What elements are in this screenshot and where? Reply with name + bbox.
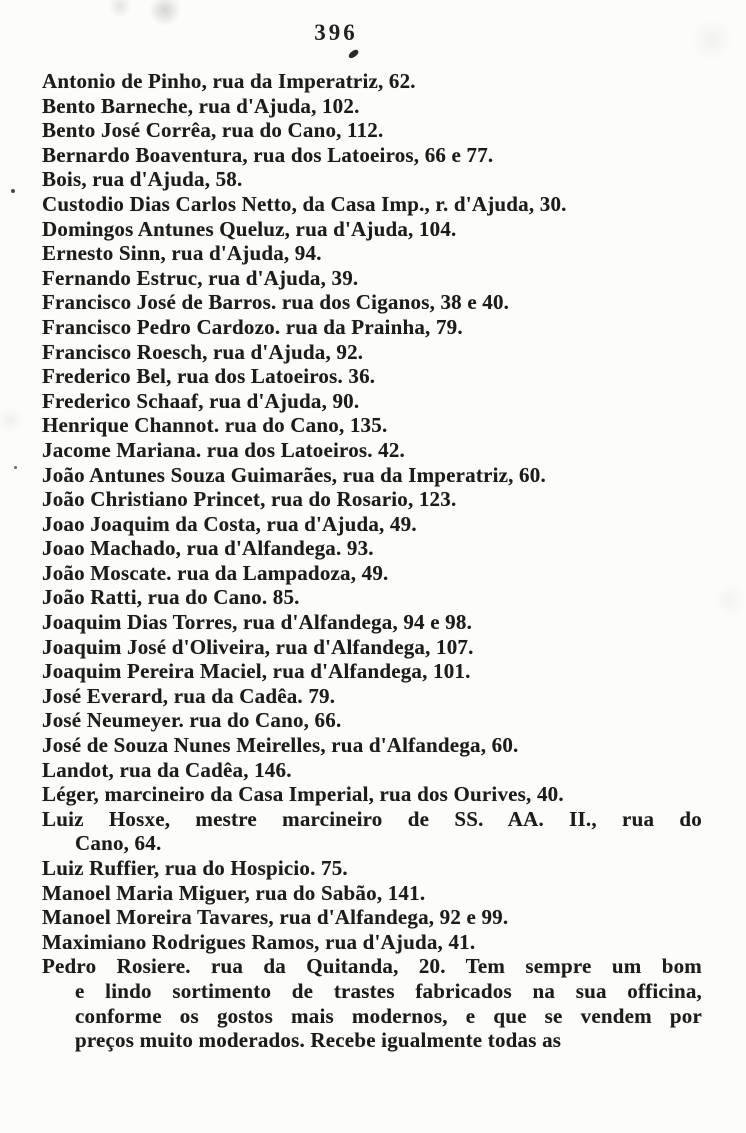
directory-entry bbox=[42, 463, 702, 488]
entry-line: Manoel Maria Miguer, rua do Sabão, 141. bbox=[42, 880, 426, 905]
ink-speck bbox=[11, 189, 15, 193]
directory-entry bbox=[42, 389, 702, 414]
entry-line: Maximiano Rodrigues Ramos, rua d'Ajuda, 41. bbox=[42, 929, 476, 954]
entry-line: Luiz Ruffier, rua do Hospicio. 75. bbox=[42, 856, 348, 880]
directory-entry bbox=[42, 143, 702, 168]
entry-line: Bois, rua d'Ajuda, 58. bbox=[42, 167, 243, 192]
entry-line: Manoel Moreira Tavares, rua d'Alfandega, 92 e 99. bbox=[42, 905, 509, 930]
directory-entry bbox=[42, 512, 702, 537]
entry-line: Joaquim Pereira Maciel, rua d'Alfandega, 101. bbox=[42, 659, 471, 684]
entry-line: Léger, marcineiro da Casa Imperial, rua dos Ourives, 40. bbox=[42, 782, 564, 807]
entry-line: João Antunes Souza Guimarães, rua da Imperatriz, 60. bbox=[42, 462, 546, 487]
directory-entry bbox=[42, 94, 702, 119]
directory-entry bbox=[42, 118, 702, 143]
directory-entry bbox=[42, 708, 702, 733]
directory-entry bbox=[42, 438, 702, 463]
entry-line: Francisco José de Barros. rua dos Ciganos, 38 e 40. bbox=[42, 290, 510, 315]
directory-entry bbox=[42, 315, 702, 340]
entry-line: Joaquim Dias Torres, rua d'Alfandega, 94 e 98. bbox=[42, 610, 473, 635]
entry-line: Bento Barneche, rua d'Ajuda, 102. bbox=[42, 93, 360, 118]
entry-line: Joaquim José d'Oliveira, rua d'Alfandega, 107. bbox=[42, 634, 474, 659]
directory-entry bbox=[42, 167, 702, 192]
directory-entry bbox=[42, 266, 702, 291]
entry-line: Frederico Schaaf, rua d'Ajuda, 90. bbox=[42, 388, 360, 413]
entry-line: Antonio de Pinho, rua da Imperatriz, 62. bbox=[42, 69, 416, 93]
directory-entry bbox=[42, 807, 702, 856]
directory-entry bbox=[42, 905, 702, 930]
entry-line: Cano, 64. bbox=[75, 831, 162, 856]
entry-line: Landot, rua da Cadêa, 146. bbox=[42, 757, 292, 782]
directory-entry bbox=[42, 364, 702, 389]
directory-entry bbox=[42, 536, 702, 561]
entry-line: João Moscate. rua da Lampadoza, 49. bbox=[42, 560, 389, 585]
entry-line: Pedro Rosiere. rua da Quitanda, 20. Tem sempre um bom bbox=[42, 954, 702, 979]
entry-line: Domingos Antunes Queluz, rua d'Ajuda, 104. bbox=[42, 216, 457, 241]
page-number: 396 bbox=[314, 20, 358, 45]
directory-entry bbox=[42, 413, 702, 438]
entry-line: preços muito moderados. Recebe igualmente todas as bbox=[75, 1028, 562, 1053]
directory-entry bbox=[42, 561, 702, 586]
directory-entry bbox=[42, 954, 702, 1052]
directory-entry bbox=[42, 758, 702, 783]
entry-line: Joao Joaquim da Costa, rua d'Ajuda, 49. bbox=[42, 511, 417, 536]
entry-line: e lindo sortimento de trastes fabricados na sua officina, bbox=[75, 978, 702, 1003]
ink-smudge bbox=[347, 49, 360, 60]
entry-line: José Neumeyer. rua do Cano, 66. bbox=[42, 708, 342, 733]
entry-line: Henrique Channot. rua do Cano, 135. bbox=[42, 413, 388, 438]
directory-entry bbox=[42, 782, 702, 807]
directory-entry bbox=[42, 659, 702, 684]
entry-line: conforme os gostos mais modernos, e que se vendem por bbox=[75, 1003, 702, 1028]
entry-line: Fernando Estruc, rua d'Ajuda, 39. bbox=[42, 265, 359, 290]
directory-list bbox=[42, 69, 702, 1053]
entry-line: João Christiano Princet, rua do Rosario, 123. bbox=[42, 487, 457, 512]
directory-entry bbox=[42, 610, 702, 635]
entry-line: Custodio Dias Carlos Netto, da Casa Imp., r. d'Ajuda, 30. bbox=[42, 191, 567, 216]
directory-entry bbox=[42, 290, 702, 315]
entry-line: João Ratti, rua do Cano. 85. bbox=[42, 585, 300, 610]
entry-line: Jacome Mariana. rua dos Latoeiros. 42. bbox=[42, 437, 406, 462]
directory-entry bbox=[42, 881, 702, 906]
directory-entry bbox=[42, 856, 702, 881]
directory-entry bbox=[42, 487, 702, 512]
directory-entry bbox=[42, 217, 702, 242]
directory-entry bbox=[42, 241, 702, 266]
entry-line: Joao Machado, rua d'Alfandega. 93. bbox=[42, 536, 374, 561]
directory-entry bbox=[42, 733, 702, 758]
entry-line: Luiz Hosxe, mestre marcineiro de SS. AA. II., rua do bbox=[42, 806, 702, 831]
directory-entry bbox=[42, 192, 702, 217]
entry-line: Francisco Pedro Cardozo. rua da Prainha, 79. bbox=[42, 314, 463, 339]
entry-line: Ernesto Sinn, rua d'Ajuda, 94. bbox=[42, 241, 322, 266]
entry-line: Bernardo Boaventura, rua dos Latoeiros, 66 e 77. bbox=[42, 142, 494, 167]
entry-line: Francisco Roesch, rua d'Ajuda, 92. bbox=[42, 339, 364, 364]
entry-line: José Everard, rua da Cadêa. 79. bbox=[42, 683, 336, 708]
entry-line: Frederico Bel, rua dos Latoeiros. 36. bbox=[42, 364, 376, 389]
ink-speck bbox=[14, 466, 17, 469]
entry-line: José de Souza Nunes Meirelles, rua d'Alfandega, 60. bbox=[42, 733, 519, 758]
directory-entry bbox=[42, 684, 702, 709]
directory-entry bbox=[42, 69, 702, 94]
directory-entry bbox=[42, 635, 702, 660]
directory-entry bbox=[42, 930, 702, 955]
directory-entry bbox=[42, 340, 702, 365]
directory-entry bbox=[42, 585, 702, 610]
entry-line: Bento José Corrêa, rua do Cano, 112. bbox=[42, 118, 384, 143]
